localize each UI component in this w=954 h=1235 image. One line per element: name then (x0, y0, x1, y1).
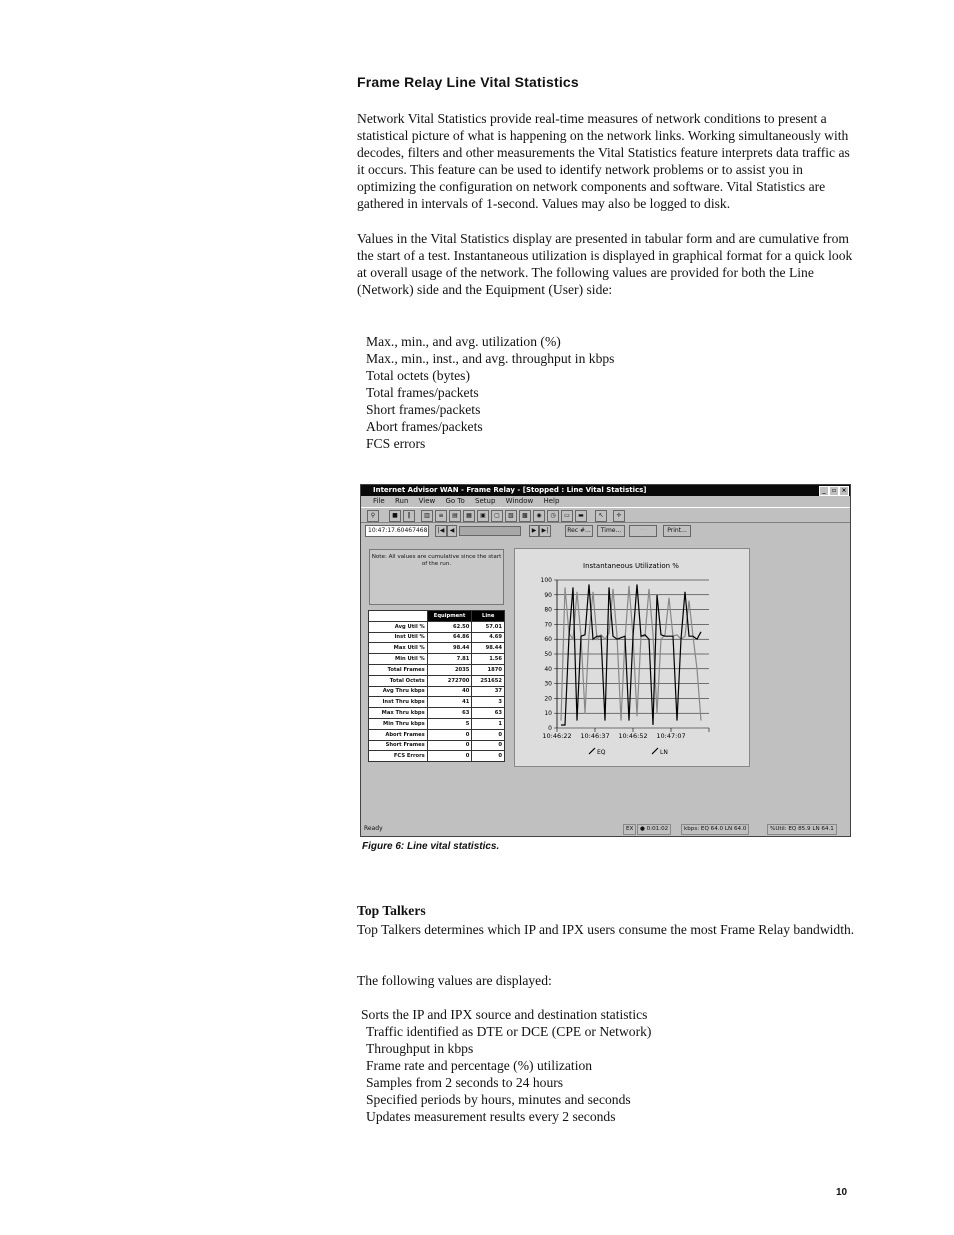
menu-bar (361, 496, 850, 507)
close-icon[interactable]: × (839, 486, 849, 496)
list-item: Max., min., inst., and avg. throughput in kbps (366, 351, 615, 366)
y-tick-label: 80 (544, 606, 552, 614)
table-row: Avg Util % 62.50 57.01 (369, 621, 505, 632)
utilization-chart-panel (514, 548, 750, 767)
table-row: Min Thru kbps 5 1 (369, 718, 505, 729)
stop-icon[interactable]: ■ (389, 510, 401, 522)
list-item: Frame rate and percentage (%) utilization (366, 1058, 593, 1073)
y-tick-label: 10 (544, 710, 552, 718)
y-tick-label: 100 (540, 577, 552, 584)
y-tick-label: 0 (548, 725, 552, 732)
first-record-icon[interactable]: |◀ (435, 525, 447, 537)
filter-icon[interactable]: ▣ (477, 510, 489, 522)
legend-ln-swatch (652, 748, 658, 754)
key-icon[interactable]: ▬ (575, 510, 587, 522)
status-timer: ● 0:01:02 (637, 824, 671, 835)
dial-icon[interactable]: ◉ (533, 510, 545, 522)
list-item: Abort frames/packets (366, 419, 483, 434)
x-tick-label: 10:46:52 (618, 732, 648, 740)
y-tick-label: 90 (544, 591, 552, 599)
chart-title: Instantaneous Utilization % (583, 562, 679, 570)
clock-icon[interactable]: ◷ (547, 510, 559, 522)
table-row: Abort Frames 0 0 (369, 729, 505, 740)
list-item: Total frames/packets (366, 385, 479, 400)
app-window-screenshot (360, 484, 851, 837)
table-row: Inst Util % 64.86 4.69 (369, 632, 505, 643)
time-field[interactable]: 10:47:17.60467468 (365, 525, 429, 537)
menu-view[interactable]: View (418, 497, 436, 505)
list-item: Traffic identified as DTE or DCE (CPE or Network) (366, 1024, 652, 1039)
disabled-button: ··· (629, 525, 657, 537)
chart-icon[interactable]: ▥ (421, 510, 433, 522)
values-intro: The following values are displayed: (357, 973, 552, 988)
top-talkers-list (361, 1006, 651, 1125)
list-item: Sorts the IP and IPX source and destination statistics (361, 1007, 648, 1022)
doc-icon[interactable]: ▭ (561, 510, 573, 522)
list-item: Updates measurement results every 2 seconds (366, 1109, 616, 1124)
list-item: Short frames/packets (366, 402, 481, 417)
page-number: 10 (836, 1187, 848, 1198)
navigation-bar (361, 523, 850, 537)
export-icon[interactable]: ▧ (505, 510, 517, 522)
y-tick-label: 40 (544, 665, 552, 673)
list-item: FCS errors (366, 436, 426, 451)
table-row: Total Octets 272700 251652 (369, 675, 505, 686)
legend-eq-swatch (589, 748, 595, 754)
vital-stats-list (366, 333, 614, 452)
status-ready: Ready (364, 825, 383, 832)
note-box (369, 549, 504, 605)
menu-setup[interactable]: Setup (475, 497, 496, 505)
status-kbps: kbps: EQ 64.0 LN 64.0 (681, 824, 749, 835)
last-record-icon[interactable]: ▶| (539, 525, 551, 537)
legend-eq-label: EQ (597, 749, 606, 756)
list-item: Throughput in kbps (366, 1041, 474, 1056)
status-util: %Util: EQ 85.9 LN 64.1 (767, 824, 837, 835)
window-title: Internet Advisor WAN - Frame Relay - [Stopped : Line Vital Statistics] (373, 486, 647, 494)
x-tick-label: 10:46:37 (580, 732, 610, 740)
table-icon[interactable]: ▤ (449, 510, 461, 522)
run-icon[interactable]: ⚲ (367, 510, 379, 522)
rec-button[interactable]: Rec #... (565, 525, 593, 537)
vital-stats-table (368, 610, 505, 762)
menu-run[interactable]: Run (394, 497, 409, 505)
top-talkers-heading: Top Talkers (357, 903, 426, 918)
table-row: Max Thru kbps 63 63 (369, 708, 505, 719)
crosshair-icon[interactable]: ✛ (613, 510, 625, 522)
table-row: Min Util % 7.81 1.56 (369, 654, 505, 665)
figure-caption: Figure 6: Line vital statistics. (362, 841, 500, 852)
print-button[interactable]: Print... (663, 525, 691, 537)
time-button[interactable]: Time... (597, 525, 625, 537)
pause-icon[interactable]: ‖ (403, 510, 415, 522)
column-header-line: Line (472, 611, 505, 622)
x-tick-label: 10:46:22 (542, 732, 572, 740)
menu-window[interactable]: Window (505, 497, 534, 505)
top-talkers-description: Top Talkers determines which IP and IPX users consume the most Frame Relay bandwidth. (357, 922, 855, 937)
legend-ln-label: LN (660, 749, 668, 756)
status-bar (361, 823, 850, 835)
table-row: Total Frames 2035 1870 (369, 664, 505, 675)
utilization-chart (515, 549, 749, 766)
list-item: Specified periods by hours, minutes and seconds (366, 1092, 631, 1107)
minimize-icon[interactable]: _ (819, 486, 829, 496)
restore-icon[interactable]: ▫ (829, 486, 839, 496)
y-tick-label: 20 (544, 695, 552, 703)
toolbar (361, 507, 850, 523)
table-row: Max Util % 98.44 98.44 (369, 643, 505, 654)
cursor-icon[interactable]: ↖ (595, 510, 607, 522)
window-icon[interactable]: ▢ (491, 510, 503, 522)
prev-record-icon[interactable]: ◀ (447, 525, 457, 537)
note-text: Note: All values are cumulative since the start of the run. (371, 554, 502, 567)
print-icon[interactable]: ▩ (519, 510, 531, 522)
record-slider[interactable] (459, 526, 521, 536)
values-paragraph: Values in the Vital Statistics display are presented in tabular form and are cumulative from the start of a test. Instantaneous utilization is displayed in graphical format for a quick look at overall usage of the network. The following values are provided for both the Line (Network) side and the Equipment (User) side: (357, 231, 853, 297)
list-item: Total octets (bytes) (366, 368, 470, 383)
window-titlebar (361, 485, 850, 496)
table-row: Avg Thru kbps 40 37 (369, 686, 505, 697)
column-header-equipment: Equipment (427, 611, 472, 622)
next-record-icon[interactable]: ▶ (529, 525, 539, 537)
table-row: FCS Errors 0 0 (369, 751, 505, 762)
list-item: Samples from 2 seconds to 24 hours (366, 1075, 564, 1090)
menu-help[interactable]: Help (543, 497, 560, 505)
list-item: Max., min., and avg. utilization (%) (366, 334, 561, 349)
y-tick-label: 60 (544, 636, 552, 644)
section-title: Frame Relay Line Vital Statistics (357, 74, 579, 90)
grid-icon[interactable]: ▦ (463, 510, 475, 522)
table-row: Inst Thru kbps 41 3 (369, 697, 505, 708)
intro-paragraph: Network Vital Statistics provide real-time measures of network conditions to present a statistical picture of what is happening on the network links. Working simultaneously with decodes, filters and other measurements the Vital Statistics feature interprets data traffic as it occurs. This feature can be used to identify network problems or to assist you in optimizing the configuration on network components and software. Vital Statistics are gathered in intervals of 1-second. Values may also be logged to disk. (357, 111, 850, 211)
menu-file[interactable]: File (373, 497, 385, 505)
y-tick-label: 70 (544, 621, 552, 629)
status-ex-icon: EX (623, 824, 636, 835)
menu-goto[interactable]: Go To (445, 497, 465, 505)
table-row: Short Frames 0 0 (369, 740, 505, 751)
x-tick-label: 10:47:07 (656, 732, 686, 740)
y-tick-label: 30 (544, 680, 552, 688)
y-tick-label: 50 (544, 651, 552, 658)
list-icon[interactable]: ≡ (435, 510, 447, 522)
